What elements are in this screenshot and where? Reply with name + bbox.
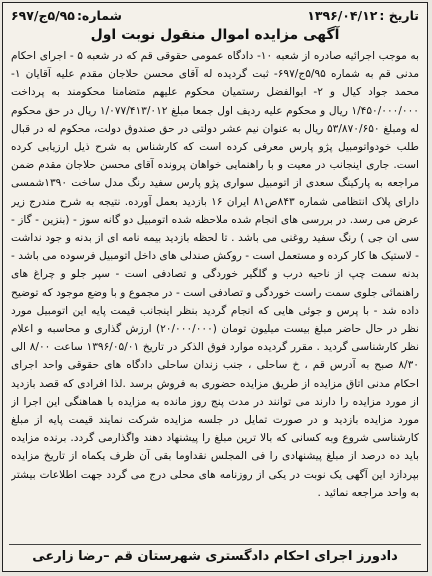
notice-title: آگهی مزایده اموال منقول نوبت اول — [90, 27, 340, 43]
notice-body: به موجب اجرائیه صادره از شعبه ۱۰- دادگاه عمومی حقوقی قم که در شعبه ۵ - اجرای احکام مدنی قم به شماره ۵/۹۵ج/۶۹۷- ثبت گردیده له آقای محسن حلاجان مقدم علیه آقایان ۱- محمد جواد کیال و ۲- ابوالفضل رستمیان محکوم علیهم متضامنا محکومند به پرداخت ۱/۴۵۰/۰۰۰/۰۰۰ ریال و محکوم علیه ردیف اول جمعا مبلغ ۱/۰۷۷/۴۱۳/۰۱۲ ریال در حق محکوم له ومبلغ ۵۳/۸۷۰/۶۵۰ ریال به عنوان نیم عشر دولتی در حق صندوق دولت، محکوم له در قبال طلب خودواتومبیل پژو پارس معرفی کرده است که کارشناس به شرح ذیل ارزیابی کرده است. جاری اینجانب در معیت و با راهنمایی خواهان پرونده آقای محسن حلاجان مقدم ضمن مراجعه به پارکینگ سعدی از اتومبیل سواری پژو پارس سفید رنگ مدل ساخت ۱۳۹۰شمسی دارای پلاک انتظامی شماره ۸۴۳ص۸۱ ایران ۱۶ بازدید بعمل آورده. نتیجه به شرح مندرج زیر عرض می رسد. در بررسی های انجام شده ملاحظه شده اتومبیل دو گانه سوز - (بنزین - گاز - سی ان جی ) رنگ سفید روغنی می باشد . تا لحظه بازدید بیمه نامه ای از بدنه و جود نداشت - لاستیک ها کار کرده و مستعمل است - روکش صندلی های داخل اتومبیل فرسوده می باشد - بدنه سمت چپ از ناحیه درب و گلگیر خوردگی و تصادفی است - سپر جلو و چراغ های راهنمائی جلوی سمت راست خوردگی و تصادفی است - در مجموع و با وضع موجود که توضیح داده شد - با پرس و جوئی هایی که انجام گردید بنظر اینجانب قیمت پایه این اتومبیل مورد نظر در حال حاضر مبلغ بیست میلیون تومان (۲۰/۰۰۰/۰۰۰) ارزش گذاری و محاسبه و اعلام نظر کارشناسی گردید . مقرر گردیده موارد فوق الذکر در تاریخ ۱۳۹۶/۰۵/۰۱ ساعت ۸/۰۰ الی ۸/۳۰ صبح به آدرس قم ، خ ساحلی ، جنب زندان ساحلی دادگاه های حقوقی واحد اجرای احکام مدنی اتاق مزایده از طریق مزایده حضوری به فروش برسد .لذا افرادی که قصد بازدید از مورد مزایده را دارند می توانند در مدت پنج روز مانده به مزایده با هماهنگی این اجرا از مورد مزایده بازدید و در صورت تمایل در جلسه مزایده شرکت نمایند قیمت پایه از مبلغ کارشناسی شروع وبه کسانی که بالا ترین مبلغ را پیشنهاد دهند واگذارمی گردد. برنده مزایده باید ده درصد از مبلغ پیشنهادی را فی المجلس نقداوما بقی آن ظرف یکماه از تاریخ مزایده بپردازد این آگهی یک نوبت در یکی از روزنامه های محلی درج می گردد جهت اطلاعات بیشتر به واحد مراجعه نمائید . — [11, 50, 419, 499]
date-label: تاریخ : — [379, 8, 419, 23]
footer-divider — [9, 544, 421, 545]
number-label: شماره: — [76, 8, 122, 23]
number-value: ۵/۹۵ج/۶۹۷ — [11, 8, 75, 23]
number-group — [11, 7, 122, 24]
notice-signature: دادورز اجرای احکام دادگستری شهرستان قم –رضا زارعی — [32, 549, 398, 564]
header-row — [11, 7, 419, 24]
date-value: ۱۳۹۶/۰۴/۱۲ — [307, 8, 378, 23]
notice-sheet — [2, 2, 428, 572]
date-group — [307, 7, 419, 24]
